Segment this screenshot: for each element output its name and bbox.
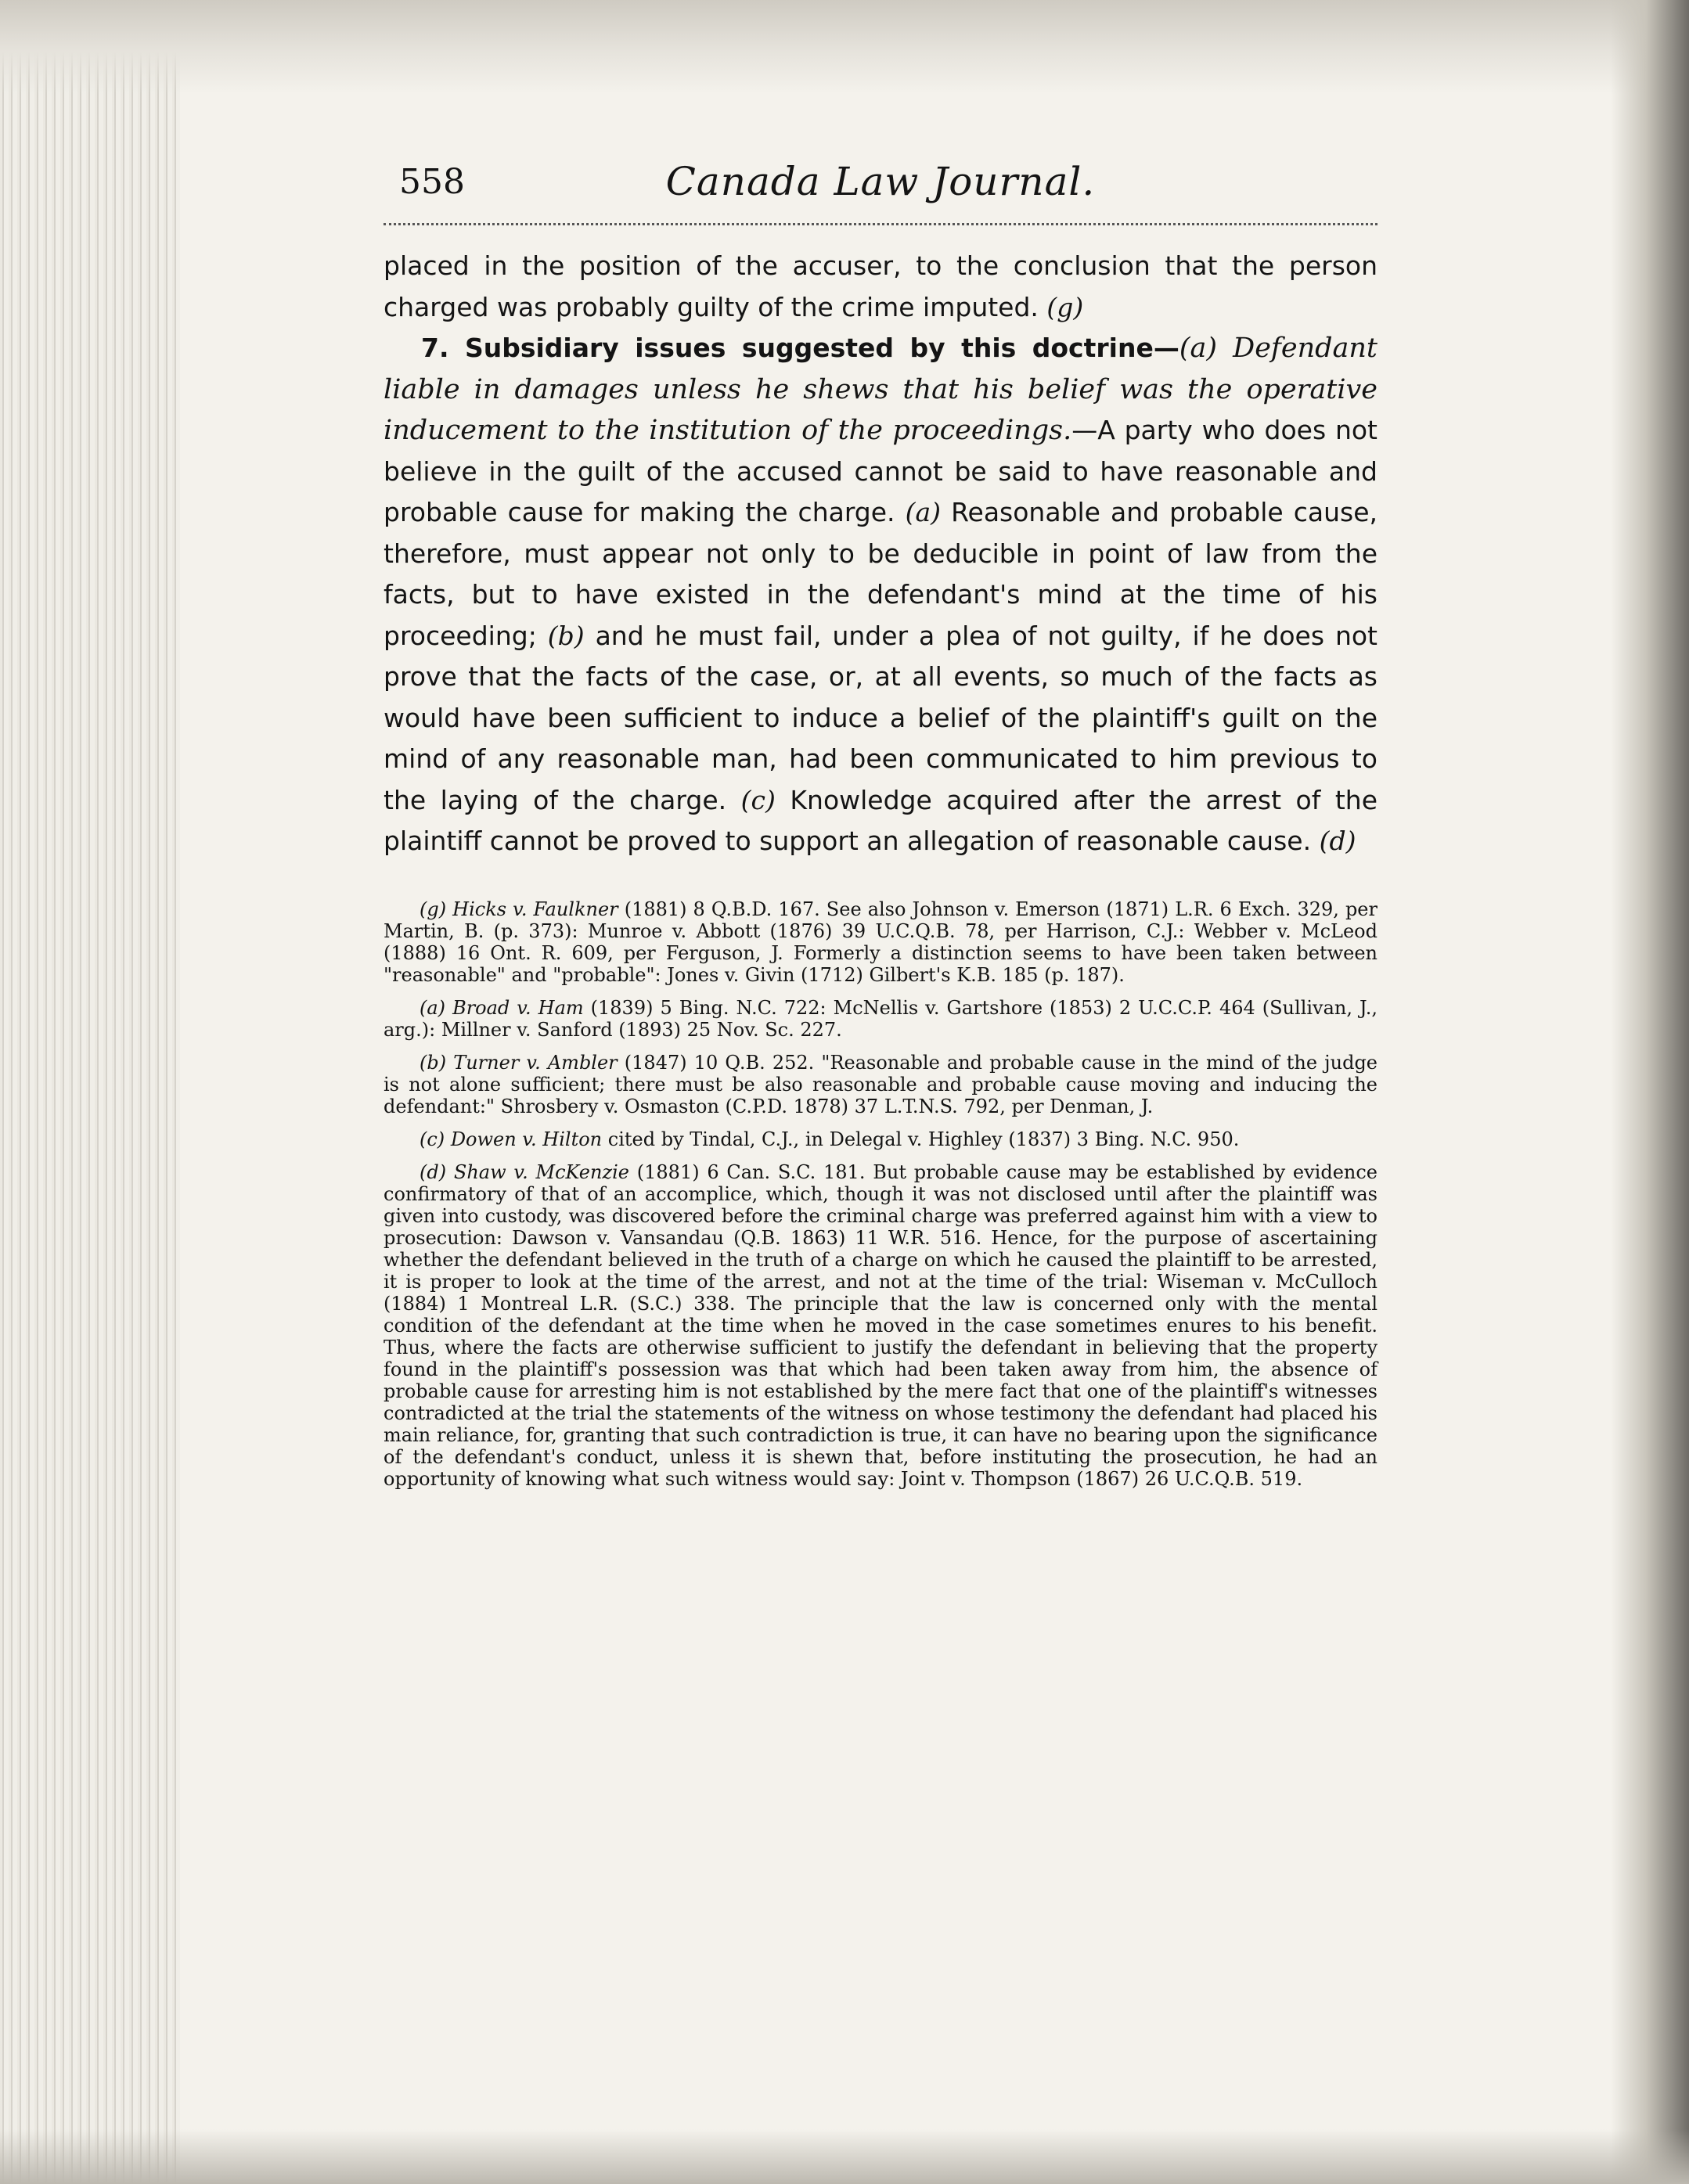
footnote-text: (1847) 10 Q.B. 252. "Reasonable and probable cause in the mind of the judge is not alone sufficient; there must be also reasonable and probable cause moving and inducing the defendant:" Shrosbery v. Osmaston (C.P.D. 1878) 37 L.T.N.S. 792, per Denman, J.: [384, 1051, 1378, 1117]
footnote-text: cited by Tindal, C.J., in Delegal v. Highley (1837) 3 Bing. N.C. 950.: [607, 1128, 1240, 1150]
footnote-text: (1839) 5 Bing. N.C. 722: McNellis v. Gartshore (1853) 2 U.C.C.P. 464 (Sullivan, J., arg.): Millner v. Sanford (1893) 25 Nov. Sc. 227.: [384, 996, 1378, 1041]
page-number: 558: [399, 162, 465, 202]
section-heading: 7. Subsidiary issues suggested by this doctrine—: [421, 333, 1179, 363]
footnote-d: [384, 1161, 1377, 1490]
section-subject: (a) Defendant liable in damages unless he shews that his belief was the operative inducement to the institution of the proceedings.: [384, 333, 1377, 446]
footnote-case-name: Shaw v. McKenzie: [453, 1160, 629, 1183]
journal-title: Canada Law Journal.: [665, 159, 1096, 204]
paragraph-text: Reasonable and probable cause, therefore, must appear not only to be deducible in point of law from the facts, but to have existed in the defendant's mind at the time of his proceeding;: [384, 497, 1378, 651]
footnote-marker-d: (d): [1319, 826, 1356, 856]
paragraph-continuation: [384, 246, 1377, 328]
footnote-label: (g): [420, 898, 447, 920]
footnote-g: [384, 898, 1377, 986]
footnote-marker-g: (g): [1046, 291, 1084, 322]
journal-page: [384, 153, 1377, 1501]
footnote-label: (d): [420, 1160, 447, 1183]
paragraph-text: and he must fail, under a plea of not guilty, if he does not prove that the facts of the case, or, at all events, so much of the facts as would have been sufficient to induce a belief of the plaintiff's guilt on the mind of any reasonable man, had been communicated to him previous to the laying of the charge.: [384, 620, 1377, 815]
paragraph-text: placed in the position of the accuser, to the conclusion that the person charged was probably guilty of the crime imputed.: [384, 250, 1377, 322]
footnote-case-name: Hicks v. Faulkner: [452, 898, 618, 920]
running-head: [384, 153, 1377, 223]
section-paragraph: [384, 328, 1377, 862]
footnote-label: (b): [420, 1051, 447, 1074]
footnote-marker-c: (c): [740, 784, 776, 815]
scan-margin-bottom: [0, 2129, 1689, 2184]
scan-margin-left: [0, 0, 180, 2184]
footnote-case-name: Broad v. Ham: [452, 996, 584, 1019]
paragraph-text: Knowledge acquired after the arrest of the plaintiff cannot be proved to support an allegation of reasonable cause.: [384, 784, 1377, 856]
footnote-label: (a): [420, 996, 446, 1019]
footnote-a: [384, 997, 1377, 1041]
footnotes: [384, 898, 1377, 1490]
footnote-label: (c): [420, 1128, 445, 1150]
header-rule: [384, 223, 1377, 225]
footnote-text: (1881) 8 Q.B.D. 167. See also Johnson v. Emerson (1871) L.R. 6 Exch. 329, per Martin, B. (p. 373): Munroe v. Abbott (1876) 39 U.C.Q.B. 78, per Harrison, C.J.: Webber v. McLeod (1888) 16 Ont. R. 609, per Ferguson, J. Formerly a distinction seems to have been taken between "reasonable" and "probable": Jones v. Givin (1712) Gilbert's K.B. 185 (p. 187).: [384, 898, 1377, 986]
scan-margin-top: [0, 0, 1689, 94]
footnote-case-name: Turner v. Ambler: [453, 1051, 618, 1074]
footnote-c: [384, 1128, 1377, 1150]
footnote-b: [384, 1052, 1377, 1117]
paragraph-text: —A party who does not believe in the guilt of the accused cannot be said to have reasonable and probable cause for making the charge.: [384, 415, 1377, 527]
footnote-marker-b: (b): [547, 620, 585, 651]
footnote-text: (1881) 6 Can. S.C. 181. But probable cause may be established by evidence confirmatory of that of an accomplice, which, though it was not disclosed until after the plaintiff was given into custody, was discovered before the criminal charge was preferred against him with a view to prosecution: Dawson v. Vansandau (Q.B. 1863) 11 W.R. 516. Hence, for the purpose of ascertaining whether the defendant believed in the truth of a charge on which he caused the plaintiff to be arrested, it is proper to look at the time of the arrest, and not at the time of the trial: Wiseman v. McCulloch (1884) 1 Montreal L.R. (S.C.) 338. The principle that the law is concerned only with the mental condition of the defendant at the time when he moved in the case sometimes enures to his benefit. Thus, where the facts are otherwise sufficient to justify the defendant in believing that the property found in the plaintiff's possession was that which had been taken away from him, the absence of probable cause for arresting him is not established by the mere fact that one of the plaintiff's witnesses contradicted at the trial the statements of the witness on whose testimony the defendant had placed his main reliance, for, granting that such contradiction is true, it can have no bearing upon the significance of the defendant's conduct, unless it is shewn that, before instituting the prosecution, he had an opportunity of knowing what such witness would say: Joint v. Thompson (1867) 26 U.C.Q.B. 519.: [384, 1160, 1377, 1490]
footnote-marker-a: (a): [905, 497, 942, 527]
scan-margin-right: [1611, 0, 1689, 2184]
footnote-case-name: Dowen v. Hilton: [450, 1128, 603, 1150]
